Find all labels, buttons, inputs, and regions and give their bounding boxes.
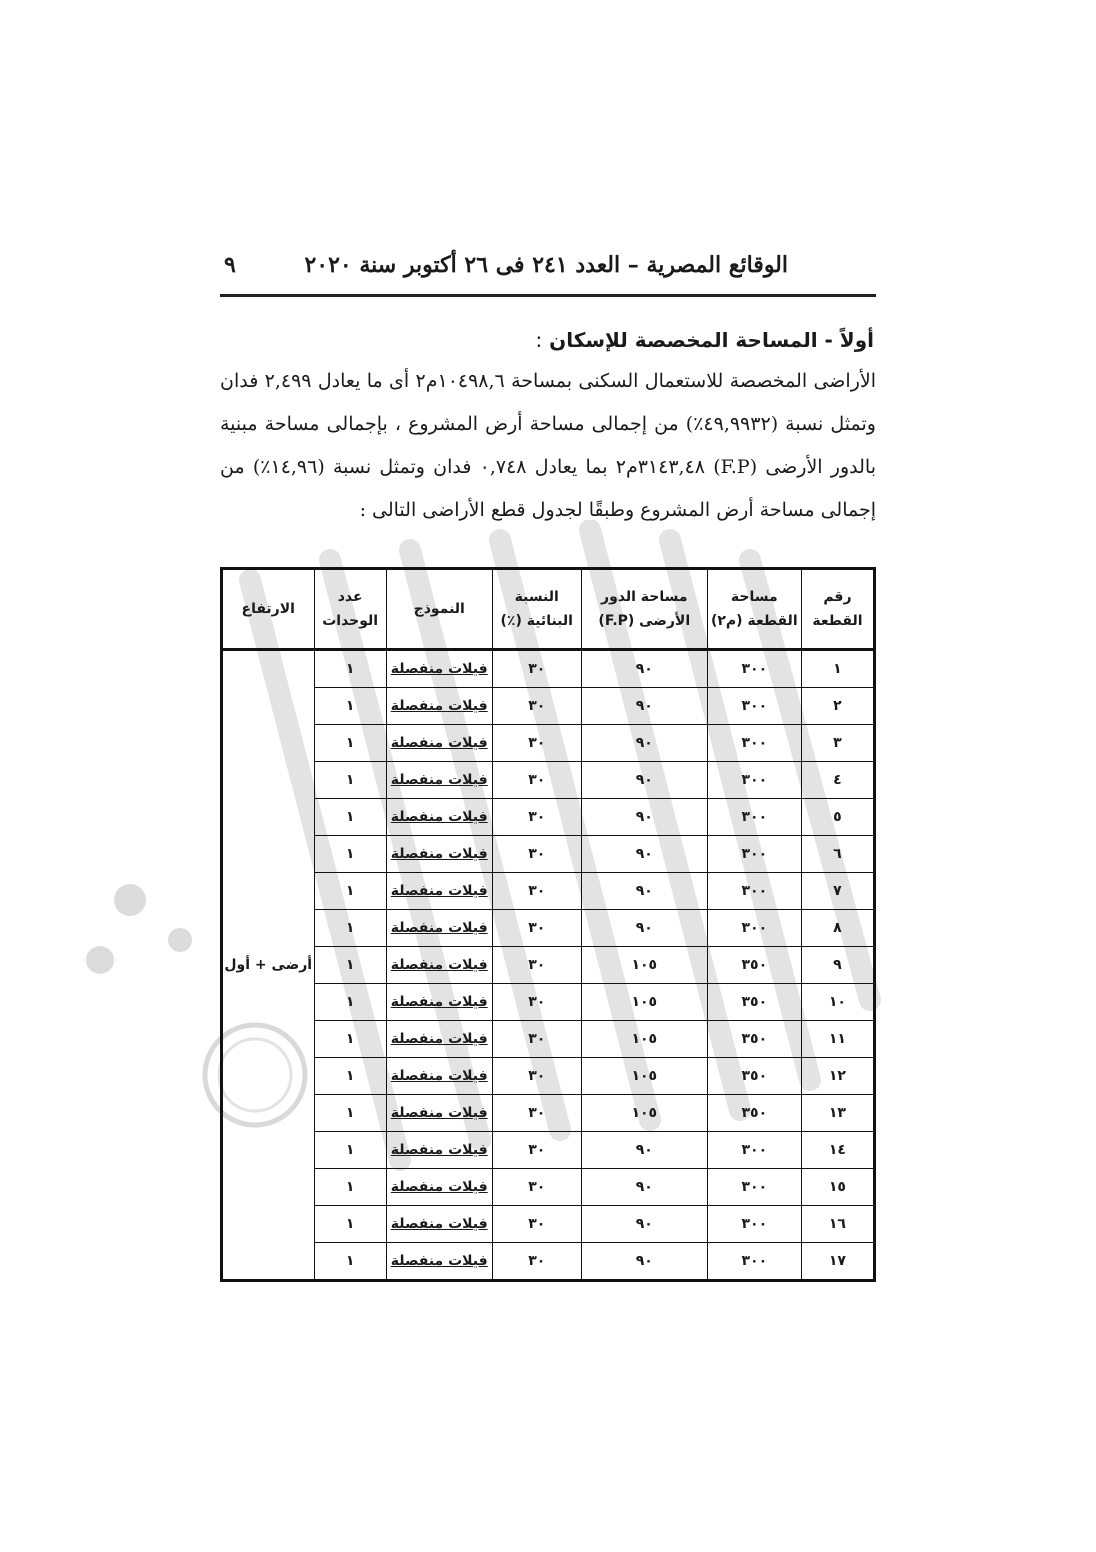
header-units: عدد الوحدات: [314, 569, 386, 650]
header-plot-no: رقم القطعة: [801, 569, 874, 650]
cell-model: فيلات منفصلة: [386, 1243, 492, 1281]
cell-ground-fp: ٩٠: [581, 725, 707, 762]
cell-ground-fp: ٩٠: [581, 650, 707, 688]
cell-plot-area: ٣٥٠: [707, 984, 801, 1021]
cell-plot-no: ١: [801, 650, 874, 688]
table-header-row: [222, 569, 875, 650]
cell-building-ratio: ٣٠: [492, 1206, 581, 1243]
table-row: [222, 947, 875, 984]
cell-building-ratio: ٣٠: [492, 873, 581, 910]
cell-model: فيلات منفصلة: [386, 799, 492, 836]
cell-plot-no: ١٣: [801, 1095, 874, 1132]
cell-ground-fp: ١٠٥: [581, 1058, 707, 1095]
cell-building-ratio: ٣٠: [492, 1169, 581, 1206]
cell-plot-area: ٣٥٠: [707, 1021, 801, 1058]
cell-units: ١: [314, 984, 386, 1021]
gazette-title: الوقائع المصرية – العدد ٢٤١ فى ٢٦ أكتوبر سنة ٢٠٢٠: [304, 252, 788, 278]
cell-building-ratio: ٣٠: [492, 984, 581, 1021]
cell-plot-no: ٦: [801, 836, 874, 873]
body-paragraph: الأراضى المخصصة للاستعمال السكنى بمساحة ١٠٤٩٨,٦م٢ أى ما يعادل ٢,٤٩٩ فدان وتمثل نسبة (٤٩,٩٩٣٢٪) من إجمالى مساحة أرض المشروع ، بإجمالى مساحة مبنية بالدور الأرضى (F.P) ٣١٤٣,٤٨م٢ بما يعادل ٠,٧٤٨ فدان وتمثل نسبة (١٤,٩٦٪) من إجمالى مساحة أرض المشروع وطبقًا لجدول قطع الأراضى التالى :: [220, 370, 876, 521]
cell-model: فيلات منفصلة: [386, 650, 492, 688]
cell-ground-fp: ٩٠: [581, 688, 707, 725]
table-row: [222, 650, 875, 688]
cell-units: ١: [314, 1095, 386, 1132]
cell-units: ١: [314, 873, 386, 910]
table-row: [222, 725, 875, 762]
cell-building-ratio: ٣٠: [492, 1058, 581, 1095]
cell-plot-no: ١٥: [801, 1169, 874, 1206]
cell-plot-area: ٣٠٠: [707, 873, 801, 910]
cell-model: فيلات منفصلة: [386, 1169, 492, 1206]
cell-units: ١: [314, 688, 386, 725]
cell-building-ratio: ٣٠: [492, 910, 581, 947]
cell-plot-area: ٣٠٠: [707, 1206, 801, 1243]
header-ground-fp: مساحة الدور الأرضى (F.P): [581, 569, 707, 650]
cell-units: ١: [314, 1021, 386, 1058]
cell-plot-area: ٣٠٠: [707, 1132, 801, 1169]
table-row: [222, 836, 875, 873]
cell-plot-area: ٣٠٠: [707, 910, 801, 947]
cell-ground-fp: ٩٠: [581, 799, 707, 836]
cell-building-ratio: ٣٠: [492, 947, 581, 984]
cell-units: ١: [314, 1132, 386, 1169]
cell-model: فيلات منفصلة: [386, 1095, 492, 1132]
cell-model: فيلات منفصلة: [386, 984, 492, 1021]
section-heading-colon: :: [535, 328, 543, 352]
cell-building-ratio: ٣٠: [492, 688, 581, 725]
cell-plot-area: ٣٠٠: [707, 762, 801, 799]
cell-model: فيلات منفصلة: [386, 688, 492, 725]
cell-building-ratio: ٣٠: [492, 836, 581, 873]
plots-table: [220, 567, 876, 1282]
cell-units: ١: [314, 762, 386, 799]
cell-plot-area: ٣٠٠: [707, 1169, 801, 1206]
cell-ground-fp: ١٠٥: [581, 984, 707, 1021]
cell-units: ١: [314, 1058, 386, 1095]
cell-plot-area: ٣٥٠: [707, 947, 801, 984]
cell-building-ratio: ٣٠: [492, 725, 581, 762]
header-height: الارتفاع: [222, 569, 315, 650]
table-row: [222, 873, 875, 910]
header-model: النموذج: [386, 569, 492, 650]
cell-plot-no: ٣: [801, 725, 874, 762]
cell-ground-fp: ١٠٥: [581, 947, 707, 984]
table-row: [222, 1243, 875, 1281]
cell-plot-area: ٣٠٠: [707, 836, 801, 873]
cell-ground-fp: ٩٠: [581, 1169, 707, 1206]
cell-model: فيلات منفصلة: [386, 910, 492, 947]
cell-model: فيلات منفصلة: [386, 725, 492, 762]
section-heading-text: أولاً - المساحة المخصصة للإسكان: [549, 328, 874, 352]
section-heading: [535, 328, 874, 352]
cell-units: ١: [314, 799, 386, 836]
cell-model: فيلات منفصلة: [386, 1058, 492, 1095]
cell-model: فيلات منفصلة: [386, 836, 492, 873]
cell-plot-area: ٣٠٠: [707, 650, 801, 688]
cell-plot-no: ٨: [801, 910, 874, 947]
cell-model: فيلات منفصلة: [386, 947, 492, 984]
table-row: [222, 762, 875, 799]
cell-model: فيلات منفصلة: [386, 1132, 492, 1169]
cell-model: فيلات منفصلة: [386, 873, 492, 910]
table-row: [222, 1058, 875, 1095]
cell-building-ratio: ٣٠: [492, 1021, 581, 1058]
cell-ground-fp: ٩٠: [581, 910, 707, 947]
cell-plot-area: ٣٥٠: [707, 1095, 801, 1132]
cell-plot-no: ١٧: [801, 1243, 874, 1281]
cell-ground-fp: ٩٠: [581, 836, 707, 873]
table-row: [222, 1169, 875, 1206]
cell-building-ratio: ٣٠: [492, 1243, 581, 1281]
cell-height: أرضى + أول: [222, 650, 315, 1281]
cell-plot-no: ٩: [801, 947, 874, 984]
cell-plot-area: ٣٠٠: [707, 688, 801, 725]
cell-building-ratio: ٣٠: [492, 762, 581, 799]
cell-plot-no: ١٢: [801, 1058, 874, 1095]
cell-units: ١: [314, 1169, 386, 1206]
table-row: [222, 688, 875, 725]
header-divider: [220, 294, 876, 297]
cell-building-ratio: ٣٠: [492, 650, 581, 688]
cell-units: ١: [314, 1206, 386, 1243]
table-body: [222, 650, 875, 1281]
cell-building-ratio: ٣٠: [492, 1132, 581, 1169]
table-row: [222, 1095, 875, 1132]
cell-plot-no: ٧: [801, 873, 874, 910]
page-header: [220, 252, 876, 288]
cell-units: ١: [314, 910, 386, 947]
cell-ground-fp: ١٠٥: [581, 1021, 707, 1058]
cell-plot-no: ١١: [801, 1021, 874, 1058]
cell-ground-fp: ٩٠: [581, 1206, 707, 1243]
table-row: [222, 1021, 875, 1058]
cell-model: فيلات منفصلة: [386, 762, 492, 799]
cell-plot-area: ٣٠٠: [707, 1243, 801, 1281]
table-row: [222, 910, 875, 947]
cell-units: ١: [314, 650, 386, 688]
cell-plot-no: ٥: [801, 799, 874, 836]
table-row: [222, 1206, 875, 1243]
cell-plot-area: ٣٥٠: [707, 1058, 801, 1095]
cell-model: فيلات منفصلة: [386, 1021, 492, 1058]
table-row: [222, 799, 875, 836]
cell-plot-no: ١٠: [801, 984, 874, 1021]
cell-units: ١: [314, 947, 386, 984]
cell-ground-fp: ٩٠: [581, 1243, 707, 1281]
cell-plot-no: ١٦: [801, 1206, 874, 1243]
cell-units: ١: [314, 1243, 386, 1281]
cell-units: ١: [314, 836, 386, 873]
page-number: ٩: [224, 252, 236, 278]
cell-building-ratio: ٣٠: [492, 1095, 581, 1132]
table-row: [222, 1132, 875, 1169]
cell-building-ratio: ٣٠: [492, 799, 581, 836]
cell-ground-fp: ٩٠: [581, 762, 707, 799]
cell-plot-area: ٣٠٠: [707, 725, 801, 762]
table-row: [222, 984, 875, 1021]
cell-ground-fp: ١٠٥: [581, 1095, 707, 1132]
cell-ground-fp: ٩٠: [581, 1132, 707, 1169]
cell-ground-fp: ٩٠: [581, 873, 707, 910]
cell-plot-no: ٤: [801, 762, 874, 799]
cell-plot-no: ١٤: [801, 1132, 874, 1169]
header-plot-area: مساحة القطعة (م٢): [707, 569, 801, 650]
header-building-ratio: النسبة البنائية (٪): [492, 569, 581, 650]
cell-model: فيلات منفصلة: [386, 1206, 492, 1243]
cell-plot-no: ٢: [801, 688, 874, 725]
cell-plot-area: ٣٠٠: [707, 799, 801, 836]
cell-units: ١: [314, 725, 386, 762]
